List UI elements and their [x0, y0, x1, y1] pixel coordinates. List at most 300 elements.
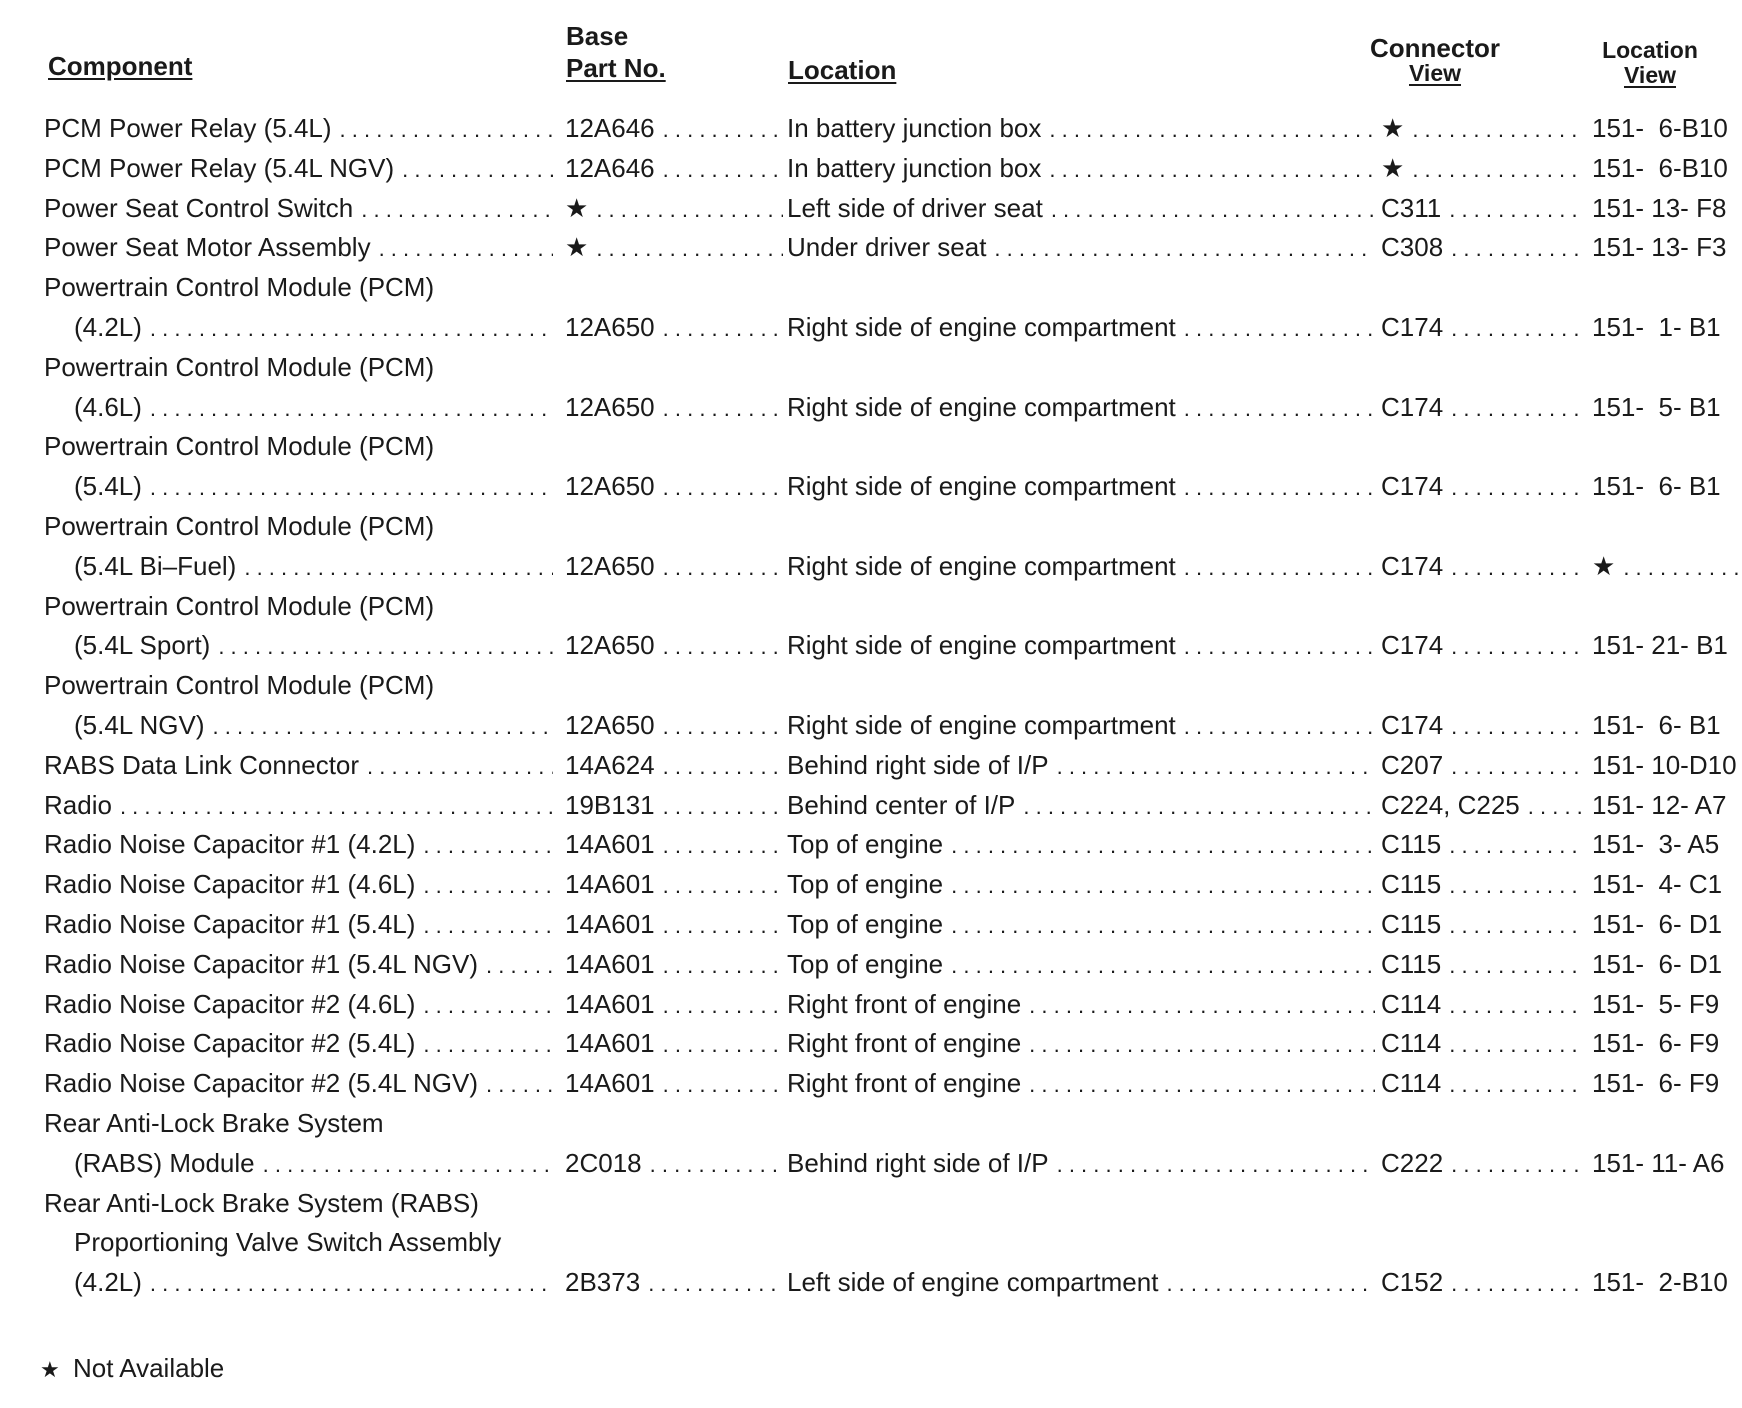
cell-location [787, 108, 1379, 148]
cell-location [787, 705, 1379, 745]
cell-part-no-value: 12A650 [565, 630, 655, 661]
cell-location-view-value: 151- 6- F9 [1592, 1068, 1720, 1099]
cell-location [787, 904, 1379, 944]
cell-connector-view [1381, 227, 1585, 267]
cell-component [74, 546, 557, 586]
cell-part-no [565, 188, 787, 228]
cell-part-no [565, 1143, 787, 1183]
dot-leader [1449, 190, 1581, 228]
dot-leader [663, 389, 783, 427]
cell-part-no [565, 944, 787, 984]
cell-location [787, 745, 1379, 785]
cell-connector-view-value: C207 [1381, 749, 1444, 780]
cell-component [74, 1222, 557, 1262]
cell-connector-view-value: ★ [1381, 152, 1405, 183]
cell-part-no-value: 14A601 [565, 948, 655, 979]
dot-leader [1029, 1065, 1375, 1103]
cell-location-view [1592, 705, 1742, 745]
cell-part-no-value: 12A650 [565, 471, 655, 502]
cell-connector-view [1381, 1023, 1585, 1063]
cell-location-view-value: 151- 10-D10 [1592, 749, 1737, 780]
cell-part-no-value: 14A601 [565, 1068, 655, 1099]
component-name: Radio Noise Capacitor #1 (4.6L) [44, 869, 416, 900]
cell-connector-view [1381, 904, 1585, 944]
dot-leader [1057, 1145, 1375, 1183]
cell-connector-view [1381, 108, 1585, 148]
cell-connector-view [1381, 625, 1585, 665]
cell-component [44, 785, 557, 825]
cell-connector-view-value: C115 [1381, 829, 1442, 860]
cell-location-view-value: 151- 5- B1 [1592, 391, 1721, 422]
dot-leader [402, 150, 553, 188]
table-row-continuation [0, 426, 1742, 466]
dot-leader [423, 906, 553, 944]
cell-part-no [565, 387, 787, 427]
table-row-continuation [0, 665, 1742, 705]
dot-leader [1184, 389, 1375, 427]
cell-part-no [565, 705, 787, 745]
cell-part-no-value: ★ [565, 192, 589, 223]
cell-location-value: Right side of engine compartment [787, 471, 1176, 502]
header-location-view-label: View [1624, 62, 1676, 88]
cell-part-no-value: 12A646 [565, 152, 655, 183]
cell-location-view [1592, 944, 1742, 984]
dot-leader [663, 787, 783, 825]
cell-location-view-value: 151- 4- C1 [1592, 869, 1723, 900]
cell-location [787, 625, 1379, 665]
cell-location-view [1592, 1063, 1742, 1103]
cell-part-no [565, 466, 787, 506]
cell-location-value: Top of engine [787, 909, 944, 939]
cell-location-value: Right side of engine compartment [787, 630, 1176, 661]
dot-leader [1449, 986, 1581, 1024]
component-name: Powertrain Control Module (PCM) [44, 351, 435, 382]
cell-location [787, 148, 1379, 188]
dot-leader [1023, 787, 1375, 825]
cell-location-value: Right front of engine [787, 988, 1022, 1019]
cell-component [74, 307, 557, 347]
cell-component [44, 586, 557, 626]
cell-location [787, 864, 1379, 904]
footnote-text: Not Available [72, 1353, 225, 1383]
dot-leader [150, 468, 553, 506]
cell-component [44, 267, 557, 307]
component-name: (5.4L Sport) [74, 630, 211, 661]
dot-leader [994, 229, 1375, 267]
footnote [40, 1352, 224, 1386]
cell-location-view-value: 151- 2-B10 [1592, 1267, 1728, 1298]
dot-leader [663, 707, 783, 745]
dot-leader [423, 986, 553, 1024]
cell-location-value: Right side of engine compartment [787, 550, 1176, 581]
dot-leader [1184, 468, 1375, 506]
cell-location-value: Top of engine [787, 829, 944, 860]
cell-component [44, 188, 557, 228]
cell-part-no-value: 12A646 [565, 113, 655, 143]
dot-leader [150, 389, 553, 427]
dot-leader [1451, 309, 1581, 347]
cell-location-value: Top of engine [787, 948, 944, 979]
cell-part-no [565, 745, 787, 785]
cell-part-no [565, 1262, 787, 1302]
table-row-continuation [0, 586, 1742, 626]
header-part-no: Part No. [566, 53, 666, 83]
dot-leader [663, 946, 783, 984]
cell-component [44, 665, 557, 705]
cell-location-view [1592, 1143, 1742, 1183]
dot-leader [648, 1264, 783, 1302]
cell-component [44, 1103, 557, 1143]
cell-part-no [565, 148, 787, 188]
cell-connector-view-value: C115 [1381, 869, 1442, 900]
dot-leader [1623, 548, 1738, 586]
cell-connector-view-value: C174 [1381, 550, 1444, 581]
cell-part-no-value: 12A650 [565, 550, 655, 581]
cell-location-view [1592, 466, 1742, 506]
dot-leader [1057, 747, 1375, 785]
table-row [0, 944, 1742, 984]
header-connector-view [1362, 33, 1508, 86]
header-component: Component [48, 51, 193, 81]
dot-leader [218, 627, 553, 665]
cell-location [787, 944, 1379, 984]
cell-location-view [1592, 785, 1742, 825]
cell-component [44, 984, 557, 1024]
cell-location-view-value: 151- 5- F9 [1592, 988, 1720, 1019]
component-name: Radio Noise Capacitor #1 (5.4L NGV) [44, 948, 479, 979]
table-row-continuation [0, 347, 1742, 387]
dot-leader [367, 747, 553, 785]
component-name: Powertrain Control Module (PCM) [44, 670, 435, 701]
cell-component [44, 506, 557, 546]
cell-location-view [1592, 188, 1742, 228]
dot-leader [596, 229, 783, 267]
component-name: (4.2L) [74, 312, 142, 342]
cell-location-value: Top of engine [787, 869, 944, 900]
cell-connector-view-value: C114 [1381, 1068, 1442, 1099]
cell-location [787, 1143, 1379, 1183]
dot-leader [1412, 110, 1581, 148]
table-row [0, 824, 1742, 864]
component-name: PCM Power Relay (5.4L NGV) [44, 152, 395, 183]
header-connector: Connector [1370, 33, 1500, 63]
cell-location-value: In battery junction box [787, 152, 1042, 183]
cell-part-no-value: 14A624 [565, 749, 655, 780]
cell-component [44, 227, 557, 267]
cell-part-no-value: 2C018 [565, 1147, 642, 1178]
component-name: Power Seat Motor Assembly [44, 232, 371, 263]
component-name: RABS Data Link Connector [44, 749, 360, 780]
cell-component [44, 148, 557, 188]
cell-connector-view-value: ★ [1381, 113, 1405, 143]
cell-component [44, 1063, 557, 1103]
component-name: (4.6L) [74, 391, 142, 422]
cell-connector-view [1381, 188, 1585, 228]
dot-leader [1184, 548, 1375, 586]
cell-component [44, 108, 557, 148]
table-row [0, 984, 1742, 1024]
component-name: Rear Anti-Lock Brake System [44, 1108, 384, 1138]
cell-part-no [565, 307, 787, 347]
cell-connector-view-value: C114 [1381, 988, 1442, 1019]
cell-location-view-value: 151- 1- B1 [1592, 312, 1721, 342]
cell-location [787, 1262, 1379, 1302]
cell-location-view-value: 151- 6-B10 [1592, 152, 1728, 183]
header-connector-view-label: View [1409, 60, 1461, 86]
component-name: Radio Noise Capacitor #1 (5.4L) [44, 909, 416, 939]
dot-leader [150, 309, 553, 347]
cell-location-view [1592, 387, 1742, 427]
cell-part-no-value: 2B373 [565, 1267, 641, 1298]
dot-leader [1049, 150, 1375, 188]
cell-component [44, 347, 557, 387]
cell-part-no-value: 14A601 [565, 829, 655, 860]
component-name: Radio Noise Capacitor #1 (4.2L) [44, 829, 416, 860]
dot-leader [379, 229, 553, 267]
footnote-star-icon: ★ [40, 1357, 60, 1382]
cell-connector-view [1381, 1143, 1585, 1183]
cell-location-value: Left side of engine compartment [787, 1267, 1159, 1298]
cell-connector-view [1381, 785, 1585, 825]
dot-leader [423, 1025, 553, 1063]
component-name: Radio Noise Capacitor #2 (4.6L) [44, 988, 416, 1019]
cell-location-view-value: 151- 6- F9 [1592, 1028, 1720, 1059]
cell-part-no [565, 625, 787, 665]
dot-leader [1451, 627, 1581, 665]
cell-location-value: Behind right side of I/P [787, 1147, 1049, 1178]
cell-connector-view-value: C222 [1381, 1147, 1444, 1178]
dot-leader [663, 1025, 783, 1063]
table-row [0, 546, 1742, 586]
cell-part-no [565, 984, 787, 1024]
dot-leader [1184, 309, 1375, 347]
cell-location-value: Behind center of I/P [787, 789, 1016, 820]
cell-connector-view-value: C224, C225 [1381, 789, 1520, 820]
dot-leader [1449, 1025, 1581, 1063]
component-name: Radio Noise Capacitor #2 (5.4L NGV) [44, 1068, 479, 1099]
header-base-part-no [566, 20, 666, 84]
dot-leader [663, 826, 783, 864]
cell-connector-view-value: C174 [1381, 630, 1444, 661]
dot-leader [150, 1264, 553, 1302]
cell-component [44, 1183, 557, 1223]
cell-location-view-value: 151- 13- F8 [1592, 192, 1727, 223]
cell-component [44, 944, 557, 984]
table-row [0, 1143, 1742, 1183]
cell-part-no [565, 785, 787, 825]
dot-leader [663, 747, 783, 785]
cell-location [787, 546, 1379, 586]
header-location-view [1594, 38, 1706, 88]
cell-component [74, 466, 557, 506]
cell-connector-view-value: C152 [1381, 1267, 1444, 1298]
dot-leader [1451, 1264, 1581, 1302]
cell-location-view-value: 151- 6- D1 [1592, 948, 1723, 979]
cell-location-value: Right side of engine compartment [787, 391, 1176, 422]
component-name: Powertrain Control Module (PCM) [44, 431, 435, 462]
component-name: (4.2L) [74, 1267, 142, 1298]
cell-component [74, 705, 557, 745]
component-name: (5.4L) [74, 471, 142, 502]
table-row [0, 148, 1742, 188]
cell-part-no [565, 864, 787, 904]
dot-leader [1528, 787, 1581, 825]
cell-connector-view [1381, 148, 1585, 188]
cell-component [74, 1262, 557, 1302]
cell-part-no [565, 1023, 787, 1063]
cell-location-view-value: 151- 21- B1 [1592, 630, 1728, 661]
cell-location-value: Right front of engine [787, 1068, 1022, 1099]
cell-connector-view [1381, 387, 1585, 427]
cell-connector-view [1381, 1063, 1585, 1103]
table-row [0, 864, 1742, 904]
dot-leader [1451, 707, 1581, 745]
dot-leader [423, 866, 553, 904]
cell-location-value: Right front of engine [787, 1028, 1022, 1059]
cell-part-no-value: 14A601 [565, 1028, 655, 1059]
table-row-continuation [0, 1222, 1742, 1262]
cell-part-no [565, 904, 787, 944]
dot-leader [663, 986, 783, 1024]
cell-location-value: Left side of driver seat [787, 192, 1043, 223]
cell-location-view-value: 151- 3- A5 [1592, 829, 1720, 860]
cell-location-view-value: 151- 6-B10 [1592, 113, 1728, 143]
cell-location [787, 307, 1379, 347]
cell-part-no [565, 227, 787, 267]
table-row [0, 307, 1742, 347]
component-name: Powertrain Control Module (PCM) [44, 590, 435, 621]
dot-leader [951, 946, 1375, 984]
table-row-continuation [0, 506, 1742, 546]
cell-component [74, 1143, 557, 1183]
dot-leader [663, 468, 783, 506]
dot-leader [663, 309, 783, 347]
dot-leader [1451, 389, 1581, 427]
cell-connector-view [1381, 546, 1585, 586]
cell-component [44, 426, 557, 466]
cell-part-no-value: 12A650 [565, 710, 655, 740]
cell-component [44, 864, 557, 904]
cell-location-view-value: 151- 6- D1 [1592, 909, 1723, 939]
dot-leader [663, 110, 783, 148]
cell-part-no-value: 12A650 [565, 391, 655, 422]
cell-connector-view [1381, 705, 1585, 745]
cell-location-view [1592, 1262, 1742, 1302]
cell-location-value: In battery junction box [787, 113, 1042, 143]
component-name: Powertrain Control Module (PCM) [44, 272, 435, 303]
cell-location [787, 984, 1379, 1024]
dot-leader [1449, 866, 1581, 904]
dot-leader [951, 906, 1375, 944]
cell-location-view [1592, 546, 1742, 586]
component-name: (5.4L Bi–Fuel) [74, 550, 237, 581]
component-name: Rear Anti-Lock Brake System (RABS) [44, 1187, 479, 1218]
dot-leader [120, 787, 553, 825]
dot-leader [1449, 1065, 1581, 1103]
cell-part-no-value: ★ [565, 232, 589, 263]
cell-part-no-value: 14A601 [565, 988, 655, 1019]
dot-leader [1451, 747, 1581, 785]
cell-connector-view-value: C174 [1381, 312, 1444, 342]
cell-location-view [1592, 148, 1742, 188]
component-name: (5.4L NGV) [74, 710, 205, 740]
cell-connector-view-value: C114 [1381, 1028, 1442, 1059]
dot-leader [263, 1145, 553, 1183]
cell-location [787, 1023, 1379, 1063]
cell-connector-view-value: C174 [1381, 391, 1444, 422]
cell-location-view-value: 151- 6- B1 [1592, 471, 1721, 502]
cell-location-view [1592, 864, 1742, 904]
dot-leader [1449, 826, 1581, 864]
cell-part-no-value: 12A650 [565, 312, 655, 342]
component-name: (RABS) Module [74, 1147, 255, 1178]
cell-location-view-value: 151- 6- B1 [1592, 710, 1721, 740]
dot-leader [423, 826, 553, 864]
dot-leader [361, 190, 553, 228]
header-base: Base [566, 21, 629, 51]
dot-leader [1451, 1145, 1581, 1183]
dot-leader [951, 866, 1375, 904]
cell-part-no [565, 108, 787, 148]
dot-leader [650, 1145, 783, 1183]
cell-component [44, 745, 557, 785]
dot-leader [1051, 190, 1375, 228]
dot-leader [1049, 110, 1375, 148]
cell-location-value: Right side of engine compartment [787, 710, 1176, 740]
dot-leader [663, 866, 783, 904]
component-name: Proportioning Valve Switch Assembly [74, 1227, 502, 1258]
cell-location [787, 188, 1379, 228]
dot-leader [213, 707, 553, 745]
cell-location-view [1592, 625, 1742, 665]
cell-component [44, 1023, 557, 1063]
component-name: Power Seat Control Switch [44, 192, 354, 223]
cell-location-view [1592, 824, 1742, 864]
dot-leader [1451, 229, 1581, 267]
dot-leader [1184, 707, 1375, 745]
cell-location [787, 1063, 1379, 1103]
dot-leader [1412, 150, 1581, 188]
cell-location [787, 466, 1379, 506]
dot-leader [1451, 468, 1581, 506]
cell-connector-view-value: C174 [1381, 710, 1444, 740]
cell-connector-view [1381, 745, 1585, 785]
cell-component [74, 625, 557, 665]
table-row [0, 904, 1742, 944]
cell-component [44, 904, 557, 944]
table-row [0, 1023, 1742, 1063]
dot-leader [1166, 1264, 1375, 1302]
cell-location-view [1592, 307, 1742, 347]
table-row [0, 1063, 1742, 1103]
table-row [0, 625, 1742, 665]
cell-location-value: Behind right side of I/P [787, 749, 1049, 780]
dot-leader [663, 150, 783, 188]
dot-leader [1451, 548, 1581, 586]
table-row [0, 227, 1742, 267]
table-row [0, 466, 1742, 506]
cell-location-view [1592, 227, 1742, 267]
header-location-label: Location [1602, 37, 1698, 63]
cell-connector-view [1381, 984, 1585, 1024]
dot-leader [663, 906, 783, 944]
cell-connector-view [1381, 944, 1585, 984]
table-row [0, 705, 1742, 745]
table-row-continuation [0, 1183, 1742, 1223]
table-row [0, 108, 1742, 148]
header-location: Location [788, 55, 897, 85]
table-row [0, 1262, 1742, 1302]
